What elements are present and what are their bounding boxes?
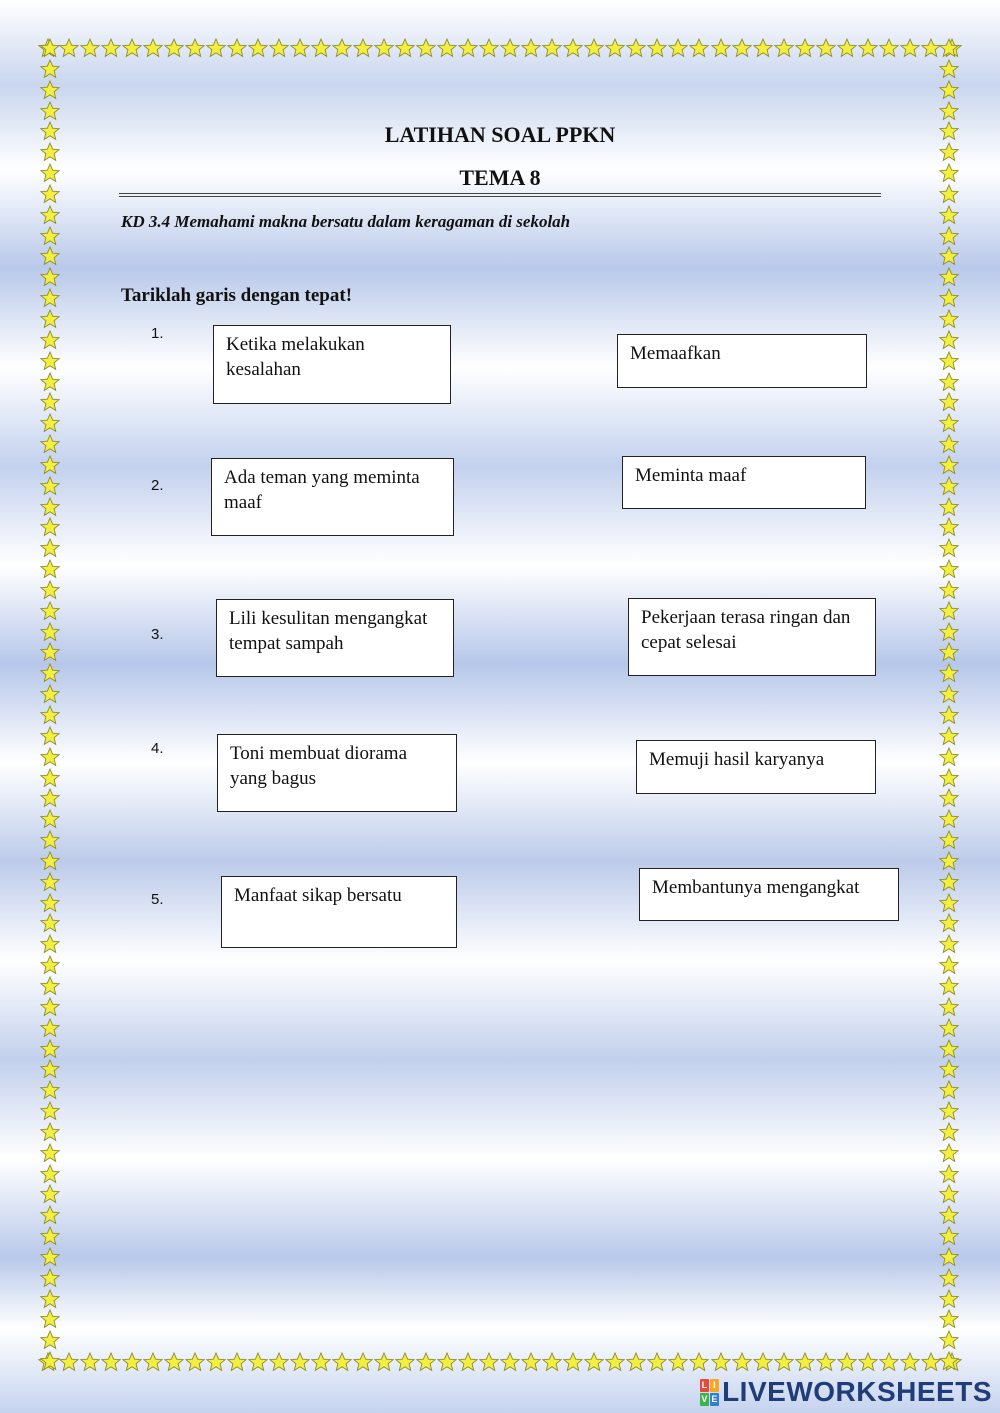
star-icon xyxy=(753,1352,773,1372)
star-border-top xyxy=(38,38,962,58)
star-icon xyxy=(40,642,60,662)
star-icon xyxy=(939,913,959,933)
star-icon xyxy=(122,1352,142,1372)
star-icon xyxy=(458,38,478,58)
star-icon xyxy=(311,38,331,58)
star-icon xyxy=(668,1352,688,1372)
star-icon xyxy=(40,913,60,933)
star-icon xyxy=(458,1352,478,1372)
star-icon xyxy=(374,38,394,58)
star-icon xyxy=(858,1352,878,1372)
star-icon xyxy=(40,1122,60,1142)
star-icon xyxy=(921,38,941,58)
star-icon xyxy=(939,684,959,704)
star-icon xyxy=(774,38,794,58)
star-icon xyxy=(40,1080,60,1100)
star-icon xyxy=(40,663,60,683)
star-icon xyxy=(395,38,415,58)
star-icon xyxy=(939,726,959,746)
star-icon xyxy=(40,1039,60,1059)
star-icon xyxy=(40,1143,60,1163)
star-icon xyxy=(290,38,310,58)
star-icon xyxy=(40,580,60,600)
star-icon xyxy=(626,1352,646,1372)
star-icon xyxy=(40,830,60,850)
liveworksheets-logo xyxy=(700,1376,992,1408)
star-icon xyxy=(40,1351,60,1371)
star-icon xyxy=(879,38,899,58)
star-icon xyxy=(689,1352,709,1372)
star-icon xyxy=(80,1352,100,1372)
star-icon xyxy=(939,788,959,808)
star-icon xyxy=(521,38,541,58)
star-icon xyxy=(521,1352,541,1372)
star-icon xyxy=(40,872,60,892)
item-number-4: 4. xyxy=(151,740,164,757)
star-icon xyxy=(939,872,959,892)
star-icon xyxy=(711,1352,731,1372)
star-icon xyxy=(437,38,457,58)
star-border-right xyxy=(939,38,959,1372)
star-icon xyxy=(939,747,959,767)
star-icon xyxy=(542,38,562,58)
star-icon xyxy=(939,768,959,788)
star-icon xyxy=(858,38,878,58)
star-icon xyxy=(689,38,709,58)
star-icon xyxy=(939,934,959,954)
star-icon xyxy=(40,434,60,454)
star-icon xyxy=(939,1289,959,1309)
star-icon xyxy=(939,497,959,517)
star-icon xyxy=(40,1309,60,1329)
star-icon xyxy=(479,1352,499,1372)
star-icon xyxy=(332,1352,352,1372)
star-icon xyxy=(939,246,959,266)
star-icon xyxy=(939,1080,959,1100)
star-icon xyxy=(290,1352,310,1372)
title-divider xyxy=(119,193,881,194)
star-icon xyxy=(40,517,60,537)
star-icon xyxy=(879,1352,899,1372)
star-icon xyxy=(40,622,60,642)
star-icon xyxy=(40,705,60,725)
star-icon xyxy=(921,1352,941,1372)
star-icon xyxy=(647,1352,667,1372)
star-icon xyxy=(939,976,959,996)
star-icon xyxy=(939,559,959,579)
star-icon xyxy=(939,288,959,308)
star-icon xyxy=(939,330,959,350)
star-icon xyxy=(939,1351,959,1371)
star-icon xyxy=(40,1205,60,1225)
star-icon xyxy=(101,1352,121,1372)
star-icon xyxy=(206,1352,226,1372)
star-icon xyxy=(939,622,959,642)
star-icon xyxy=(269,1352,289,1372)
star-icon xyxy=(500,38,520,58)
star-icon xyxy=(939,1039,959,1059)
star-icon xyxy=(40,476,60,496)
star-icon xyxy=(40,455,60,475)
left-box-5[interactable]: Manfaat sikap bersatu xyxy=(221,876,457,948)
star-icon xyxy=(939,1059,959,1079)
star-icon xyxy=(40,38,60,58)
star-icon xyxy=(939,434,959,454)
star-icon xyxy=(939,1226,959,1246)
star-icon xyxy=(40,1101,60,1121)
star-icon xyxy=(40,59,60,79)
star-icon xyxy=(353,38,373,58)
star-icon xyxy=(939,1164,959,1184)
star-icon xyxy=(668,38,688,58)
star-icon xyxy=(40,976,60,996)
star-icon xyxy=(795,38,815,58)
star-icon xyxy=(626,38,646,58)
star-icon xyxy=(40,768,60,788)
star-icon xyxy=(395,1352,415,1372)
star-icon xyxy=(40,101,60,121)
star-icon xyxy=(939,101,959,121)
star-icon xyxy=(939,1309,959,1329)
star-icon xyxy=(40,559,60,579)
star-icon xyxy=(40,1059,60,1079)
star-icon xyxy=(40,726,60,746)
star-icon xyxy=(40,809,60,829)
star-icon xyxy=(939,351,959,371)
star-border-bottom xyxy=(38,1352,962,1372)
star-icon xyxy=(732,1352,752,1372)
star-icon xyxy=(40,1018,60,1038)
star-icon xyxy=(164,38,184,58)
star-icon xyxy=(164,1352,184,1372)
liveworksheets-logo-text: LIVEWORKSHEETS xyxy=(722,1376,992,1407)
star-icon xyxy=(939,809,959,829)
star-icon xyxy=(40,684,60,704)
right-box-3[interactable]: Pekerjaan terasa ringan dan cepat selesai xyxy=(628,598,876,676)
star-icon xyxy=(185,1352,205,1372)
star-icon xyxy=(939,205,959,225)
star-icon xyxy=(939,1143,959,1163)
star-icon xyxy=(939,705,959,725)
star-icon xyxy=(437,1352,457,1372)
star-icon xyxy=(40,1184,60,1204)
star-icon xyxy=(206,38,226,58)
star-icon xyxy=(939,580,959,600)
right-box-4[interactable]: Memuji hasil karyanya xyxy=(636,740,876,794)
star-icon xyxy=(816,1352,836,1372)
star-icon xyxy=(647,38,667,58)
star-icon xyxy=(479,38,499,58)
item-number-2: 2. xyxy=(151,477,164,494)
star-icon xyxy=(40,205,60,225)
logo-tile: L xyxy=(701,1379,708,1390)
star-icon xyxy=(40,934,60,954)
star-icon xyxy=(40,1164,60,1184)
item-number-5: 5. xyxy=(151,891,164,908)
star-icon xyxy=(185,38,205,58)
left-box-2[interactable]: Ada teman yang meminta maaf xyxy=(211,458,454,536)
star-icon xyxy=(416,38,436,58)
star-icon xyxy=(837,1352,857,1372)
star-icon xyxy=(939,392,959,412)
star-icon xyxy=(40,267,60,287)
star-icon xyxy=(939,1205,959,1225)
star-icon xyxy=(939,997,959,1017)
star-icon xyxy=(40,893,60,913)
star-icon xyxy=(40,997,60,1017)
star-icon xyxy=(40,330,60,350)
left-box-1[interactable]: Ketika melakukan kesalahan xyxy=(213,325,451,404)
star-icon xyxy=(939,309,959,329)
star-icon xyxy=(227,1352,247,1372)
star-icon xyxy=(40,1268,60,1288)
star-icon xyxy=(939,851,959,871)
star-icon xyxy=(40,538,60,558)
star-icon xyxy=(40,351,60,371)
star-icon xyxy=(353,1352,373,1372)
worksheet-subtitle: TEMA 8 xyxy=(459,165,541,190)
star-border-left xyxy=(40,38,60,1372)
logo-tile: I xyxy=(710,1379,719,1392)
star-icon xyxy=(774,1352,794,1372)
star-icon xyxy=(500,1352,520,1372)
star-icon xyxy=(605,38,625,58)
competency-statement: KD 3.4 Memahami makna bersatu dalam keragaman di sekolah xyxy=(121,212,571,231)
star-icon xyxy=(939,59,959,79)
star-icon xyxy=(939,413,959,433)
star-icon xyxy=(816,38,836,58)
star-icon xyxy=(753,38,773,58)
star-icon xyxy=(939,1268,959,1288)
star-icon xyxy=(269,38,289,58)
star-icon xyxy=(143,1352,163,1372)
star-icon xyxy=(939,663,959,683)
star-icon xyxy=(40,1289,60,1309)
star-icon xyxy=(605,1352,625,1372)
star-icon xyxy=(40,1247,60,1267)
star-icon xyxy=(227,38,247,58)
star-icon xyxy=(40,309,60,329)
star-icon xyxy=(40,288,60,308)
star-icon xyxy=(939,226,959,246)
star-icon xyxy=(939,455,959,475)
star-icon xyxy=(59,38,79,58)
star-icon xyxy=(122,38,142,58)
star-icon xyxy=(939,372,959,392)
star-icon xyxy=(900,38,920,58)
star-icon xyxy=(40,747,60,767)
star-icon xyxy=(939,1330,959,1350)
star-icon xyxy=(939,1247,959,1267)
star-icon xyxy=(939,38,959,58)
title-divider-second xyxy=(119,196,881,197)
liveworksheets-logo-icon xyxy=(700,1379,719,1406)
star-icon xyxy=(837,38,857,58)
item-number-3: 3. xyxy=(151,626,164,643)
star-icon xyxy=(584,1352,604,1372)
star-icon xyxy=(542,1352,562,1372)
star-icon xyxy=(40,226,60,246)
star-icon xyxy=(732,38,752,58)
star-icon xyxy=(40,1226,60,1246)
star-icon xyxy=(80,38,100,58)
star-icon xyxy=(248,1352,268,1372)
star-icon xyxy=(563,38,583,58)
star-icon xyxy=(939,642,959,662)
star-icon xyxy=(40,246,60,266)
star-icon xyxy=(101,38,121,58)
star-icon xyxy=(939,955,959,975)
right-box-1[interactable]: Memaafkan xyxy=(617,334,867,388)
logo-tile: V xyxy=(701,1393,708,1404)
star-icon xyxy=(40,1330,60,1350)
right-box-2[interactable]: Meminta maaf xyxy=(622,456,866,509)
instruction-text: Tariklah garis dengan tepat! xyxy=(121,285,353,306)
star-icon xyxy=(711,38,731,58)
star-icon xyxy=(939,1018,959,1038)
star-icon xyxy=(311,1352,331,1372)
star-icon xyxy=(40,392,60,412)
star-icon xyxy=(143,38,163,58)
star-icon xyxy=(248,38,268,58)
star-icon xyxy=(332,38,352,58)
star-icon xyxy=(939,1184,959,1204)
star-icon xyxy=(40,372,60,392)
star-icon xyxy=(563,1352,583,1372)
star-icon xyxy=(939,476,959,496)
left-box-3[interactable]: Lili kesulitan mengangkat tempat sampah xyxy=(216,599,454,677)
star-icon xyxy=(939,80,959,100)
star-icon xyxy=(939,1122,959,1142)
star-icon xyxy=(40,955,60,975)
star-icon xyxy=(900,1352,920,1372)
star-icon xyxy=(40,413,60,433)
star-icon xyxy=(939,1101,959,1121)
star-icon xyxy=(40,851,60,871)
star-icon xyxy=(939,893,959,913)
star-icon xyxy=(939,601,959,621)
left-box-4[interactable]: Toni membuat diorama yang bagus xyxy=(217,734,457,812)
star-icon xyxy=(40,788,60,808)
right-box-5[interactable]: Membantunya mengangkat xyxy=(639,868,899,921)
star-icon xyxy=(374,1352,394,1372)
star-icon xyxy=(40,80,60,100)
logo-tile: E xyxy=(711,1393,718,1404)
star-icon xyxy=(795,1352,815,1372)
star-icon xyxy=(939,517,959,537)
star-icon xyxy=(939,538,959,558)
star-icon xyxy=(40,601,60,621)
worksheet-title: LATIHAN SOAL PPKN xyxy=(384,122,616,147)
star-icon xyxy=(584,38,604,58)
star-icon xyxy=(40,497,60,517)
star-icon xyxy=(416,1352,436,1372)
item-number-1: 1. xyxy=(151,325,164,342)
star-icon xyxy=(59,1352,79,1372)
star-icon xyxy=(939,830,959,850)
star-icon xyxy=(939,267,959,287)
